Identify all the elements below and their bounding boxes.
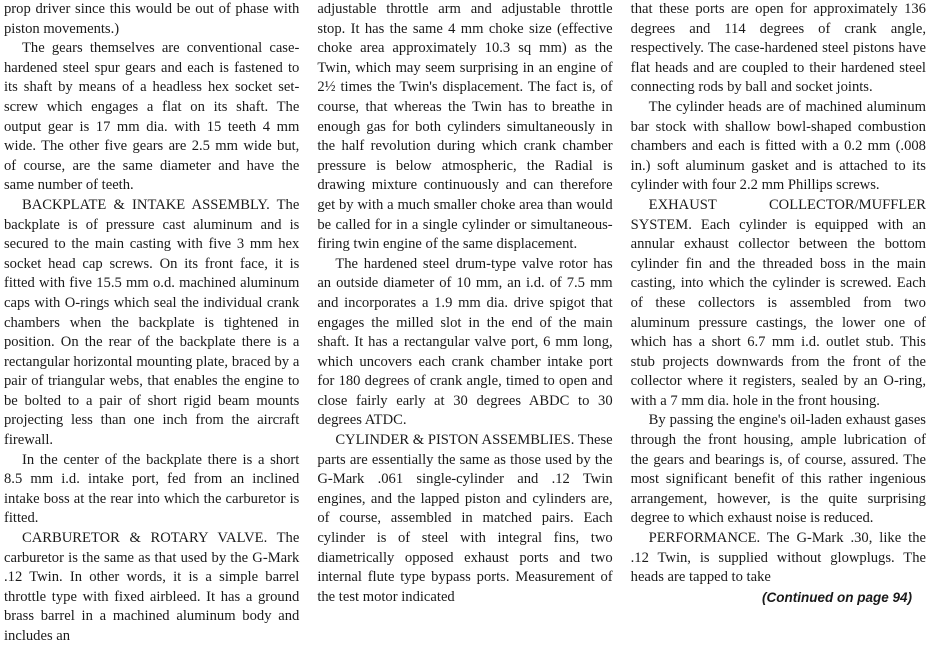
continued-on-page-note: (Continued on page 94) <box>761 589 912 605</box>
paragraph-cylinder-piston: CYLINDER & PISTON ASSEMBLIES. These parts are essentially the same as those used by the G-Mark .061 single-cylinder and .12 Twin engines, and the lapped piston and cylinders are, of course, assembled in matched pairs. Each cylinder is of steel with integral fins, two diametrically opposed exhaust ports and two internal flute type bypass ports. Measurement of the test motor indicated <box>317 432 613 605</box>
paragraph: The hardened steel drum-type valve rotor has an outside diameter of 10 mm, an i.d. of 7.5 mm and incorporates a 1.9 mm dia. drive spigot that engages the milled slot in the end of the main shaft. It has a rectangular valve port, 6 mm long, which uncovers each crank chamber intake port for 180 degrees of crank angle, timed to open and close fairly early at 30 degrees ABDC to 30 degrees ATDC. <box>317 255 613 429</box>
paragraph: By passing the engine's oil-laden exhaust gases through the front housing, ample lubrication of the gears and bearings is, of course, assured. The most significant benefit of this rather ingenious arrangement, however, is the quite surprising degree to which exhaust noise is reduced. <box>630 412 926 527</box>
text-column-3 <box>631 0 926 629</box>
paragraph: In the center of the backplate there is a short 8.5 mm i.d. intake port, fed from an inclined intake boss at the rear into which the carburetor is fitted. <box>4 451 300 527</box>
paragraph-backplate-intake: BACKPLATE & INTAKE ASSEMBLY. The backplate is of pressure cast aluminum and is secured to the main casting with five 3 mm hex socket head cap screws. On its front face, it is fitted with five 15.5 mm o.d. machined aluminum caps with O-rings which seal the individual crank chambers when the backplate is tightened in position. On the rear of the backplate there is a rectangular horizontal mounting plate, braced by a pair of triangular webs, that enables the engine to be bolted to a pair of short rigid beam mounts projecting less than one inch from the aircraft firewall. <box>4 196 300 449</box>
paragraph-carburetor-rotary-valve: CARBURETOR & ROTARY VALVE. The carburetor is the same as that used by the G-Mark .12 Twin. In other words, it is a simple barrel throttle type with fixed airbleed. It has a ground brass barrel in a machined aluminum body and includes an <box>4 530 300 644</box>
text-column-1 <box>4 0 300 644</box>
paragraph: The cylinder heads are of machined aluminum bar stock with shallow bowl-shaped combustion chambers and each is fitted with a 0.2 mm (.008 in.) soft aluminum gasket and is attached to its cylinder with four 2.2 mm Phillips screws. <box>630 98 926 194</box>
paragraph: that these ports are open for approximately 136 degrees and 114 degrees of crank angle, respectively. The case-hardened steel pistons have flat heads and are coupled to their hardened steel connecting rods by ball and socket joints. <box>630 1 926 96</box>
paragraph-performance: PERFORMANCE. The G-Mark .30, like the .12 Twin, is supplied without glowplugs. The heads are tapped to take <box>630 530 926 586</box>
paragraph-exhaust-collector: EXHAUST COLLECTOR/MUFFLER SYSTEM. Each cylinder is equipped with an annular exhaust collector between the bottom cylinder fin and the threaded boss in the main casting, into which the cylinder is screwed. Each of these collectors is assembled from two aluminum pressure castings, the lower one of which has a short 6.7 mm i.d. outlet stub. This stub projects downwards from the front of the collector where it registers, sealed by an O-ring, with a 7 mm dia. hole in the front housing. <box>630 196 926 409</box>
paragraph: The gears themselves are conventional case-hardened steel spur gears and each is fastened to its shaft by means of a headless hex socket set-screw which engages a flat on its shaft. The output gear is 17 mm dia. with 15 teeth 4 mm wide. The other five gears are 2.5 mm wide but, of course, are the same diameter and have the same number of teeth. <box>4 40 300 194</box>
paragraph: prop driver since this would be out of phase with piston movements.) <box>4 1 300 37</box>
text-column-2 <box>317 0 612 629</box>
paragraph: adjustable throttle arm and adjustable throttle stop. It has the same 4 mm choke size (effective choke area approximately 10.3 sq mm) as the Twin, which may seem surprising in an engine of 2½ times the Twin's displacement. The fact is, of course, that whereas the Twin has to breathe in enough gas for both cylinders simultaneously in the half revolution during which crank chamber pressure is below atmospheric, the Radial is drawing mixture continuously and can therefore get by with a much smaller choke area than would be called for in a single cylinder or simultaneous-firing twin engine of the same displacement. <box>317 1 613 253</box>
